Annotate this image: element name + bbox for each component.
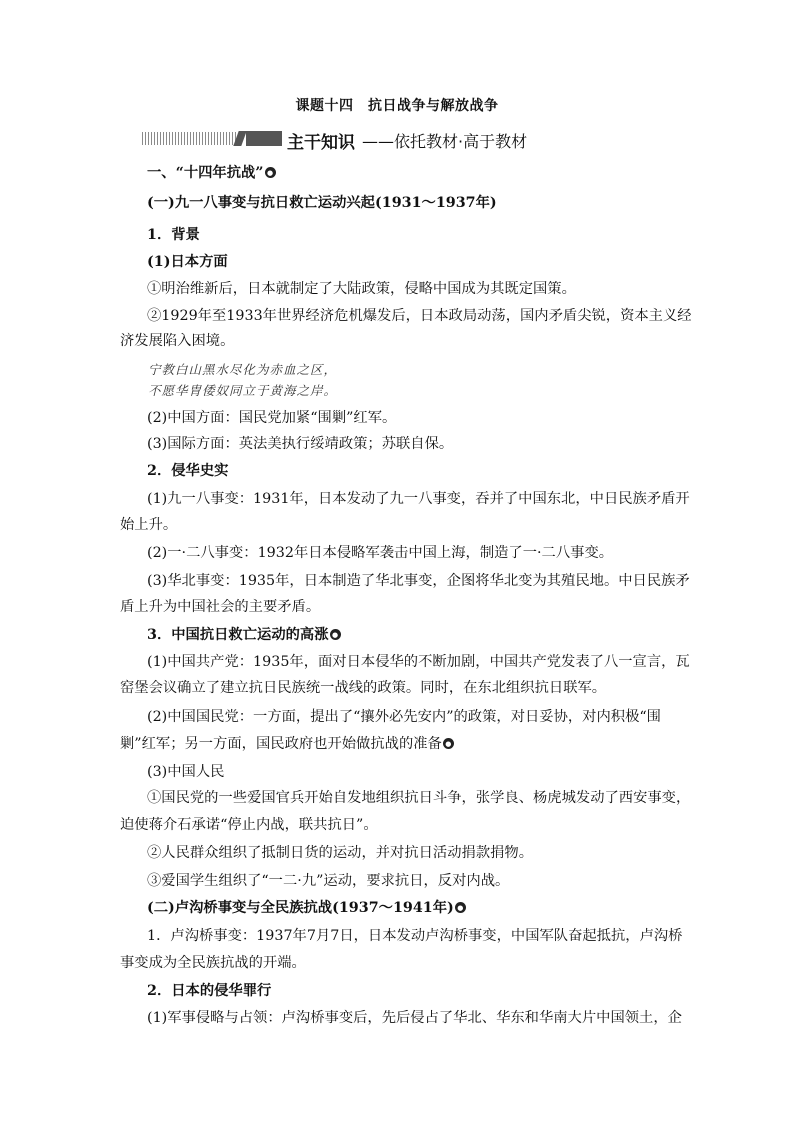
paragraph-line bbox=[147, 707, 661, 727]
paragraph-line bbox=[147, 926, 682, 946]
annotation-marker-icon: ● bbox=[455, 902, 466, 913]
line-text: (一)九一八事变与抗日救亡运动兴起(1931～1937年) bbox=[147, 195, 497, 211]
paragraph-line bbox=[147, 788, 690, 808]
line-text: (1)军事侵略与占领：卢沟桥事变后，先后侵占了华北、华东和华南大片中国领土，企 bbox=[147, 1010, 682, 1026]
paragraph-line bbox=[147, 279, 576, 299]
section-heading bbox=[147, 252, 228, 272]
paragraph-line bbox=[147, 652, 690, 672]
paragraph-line bbox=[147, 543, 613, 563]
section-banner bbox=[142, 128, 662, 153]
paragraph-line bbox=[120, 953, 306, 973]
paragraph-line bbox=[147, 843, 533, 863]
section-heading bbox=[147, 225, 200, 245]
line-text: (3)国际方面：英法美执行绥靖政策；苏联自保。 bbox=[147, 436, 454, 452]
line-text: 盾上升为中国社会的主要矛盾。 bbox=[120, 599, 321, 615]
paragraph-line bbox=[120, 597, 320, 617]
line-text: 一、“十四年抗战” bbox=[147, 165, 264, 181]
paragraph-line bbox=[147, 434, 453, 454]
paragraph-line bbox=[147, 408, 396, 428]
section-heading bbox=[147, 625, 341, 645]
annotation-marker-icon: ● bbox=[265, 167, 276, 178]
annotation-marker-icon: ● bbox=[443, 738, 454, 749]
line-text: ③爱国学生组织了“一二·九”运动，要求抗日，反对内战。 bbox=[147, 873, 510, 889]
line-text: ②人民群众组织了抵制日货的运动，并对抗日活动捐款捐物。 bbox=[147, 845, 534, 861]
banner-subheading: ——依托教材·高于教材 bbox=[362, 132, 528, 151]
line-text: 济发展陷入困境。 bbox=[120, 333, 235, 349]
line-text: 2．日本的侵华罪行 bbox=[147, 983, 272, 999]
banner-bar-decoration bbox=[246, 131, 282, 146]
paragraph-line bbox=[120, 734, 454, 754]
line-text: (二)卢沟桥事变与全民族抗战(1937～1941年) bbox=[147, 900, 454, 916]
line-text: 剿”红军；另一方面，国民政府也开始做抗战的准备 bbox=[120, 736, 442, 752]
section-heading bbox=[147, 981, 271, 1001]
line-text: 迫使蒋介石承诺“停止内战，联共抗日”。 bbox=[120, 817, 378, 833]
paragraph-line bbox=[120, 515, 177, 535]
section-heading bbox=[147, 193, 497, 213]
paragraph-line bbox=[120, 331, 234, 351]
banner-hatch-decoration bbox=[142, 132, 238, 145]
section-heading bbox=[147, 461, 228, 481]
section-heading bbox=[147, 163, 276, 183]
line-text: 1．背景 bbox=[147, 227, 200, 243]
line-text: ②1929年至1933年世界经济危机爆发后，日本政局动荡，国内矛盾尖锐，资本主义经 bbox=[147, 308, 692, 324]
line-text: (1)九一八事变：1931年，日本发动了九一八事变，吞并了中国东北，中日民族矛盾开 bbox=[147, 491, 690, 507]
line-text: (1)中国共产党：1935年，面对日本侵华的不断加剧，中国共产党发表了八一宣言，瓦 bbox=[147, 654, 690, 670]
annotation-marker-icon: ● bbox=[330, 629, 341, 640]
handwritten-quote-line-1: 宁教白山黑水尽化为赤血之区， bbox=[148, 362, 338, 377]
line-text: (2)一·二八事变：1932年日本侵略军袭击中国上海，制造了一·二八事变。 bbox=[147, 545, 614, 561]
line-text: 3．中国抗日救亡运动的高涨 bbox=[147, 627, 329, 643]
section-heading bbox=[147, 898, 466, 918]
lesson-title: 课题十四 抗日战争与解放战争 bbox=[295, 98, 499, 114]
line-text: (1)日本方面 bbox=[147, 254, 228, 270]
line-text: ①国民党的一些爱国官兵开始自发地组织抗日斗争，张学良、杨虎城发动了西安事变， bbox=[147, 790, 691, 806]
line-text: (2)中国国民党：一方面，提出了“攘外必先安内”的政策，对日妥协，对内积极“围 bbox=[147, 709, 661, 725]
line-text: (3)中国人民 bbox=[147, 764, 225, 780]
line-text: ①明治维新后，日本就制定了大陆政策，侵略中国成为其既定国策。 bbox=[147, 281, 576, 297]
banner-heading: 主干知识 bbox=[287, 133, 355, 153]
line-text: 事变成为全民族抗战的开端。 bbox=[120, 955, 306, 971]
paragraph-line bbox=[147, 1008, 682, 1028]
paragraph-line bbox=[147, 489, 690, 509]
line-text: 窑堡会议确立了建立抗日民族统一战线的政策。同时，在东北组织抗日联军。 bbox=[120, 680, 607, 696]
line-text: (3)华北事变：1935年，日本制造了华北事变，企图将华北变为其殖民地。中日民族矛 bbox=[147, 573, 690, 589]
line-text: 1．卢沟桥事变：1937年7月7日，日本发动卢沟桥事变，中国军队奋起抵抗，卢沟桥 bbox=[147, 928, 683, 944]
line-text: 2．侵华史实 bbox=[147, 463, 229, 479]
paragraph-line bbox=[147, 306, 692, 326]
paragraph-line bbox=[147, 762, 224, 782]
line-text: 始上升。 bbox=[120, 517, 178, 533]
paragraph-line bbox=[120, 678, 606, 698]
paragraph-line bbox=[147, 571, 690, 591]
paragraph-line bbox=[120, 815, 378, 835]
handwritten-quote-line-2: 不愿华胄倭奴同立于黄海之岸。 bbox=[148, 383, 338, 398]
line-text: (2)中国方面：国民党加紧“围剿”红军。 bbox=[147, 410, 397, 426]
paragraph-line bbox=[147, 871, 509, 891]
